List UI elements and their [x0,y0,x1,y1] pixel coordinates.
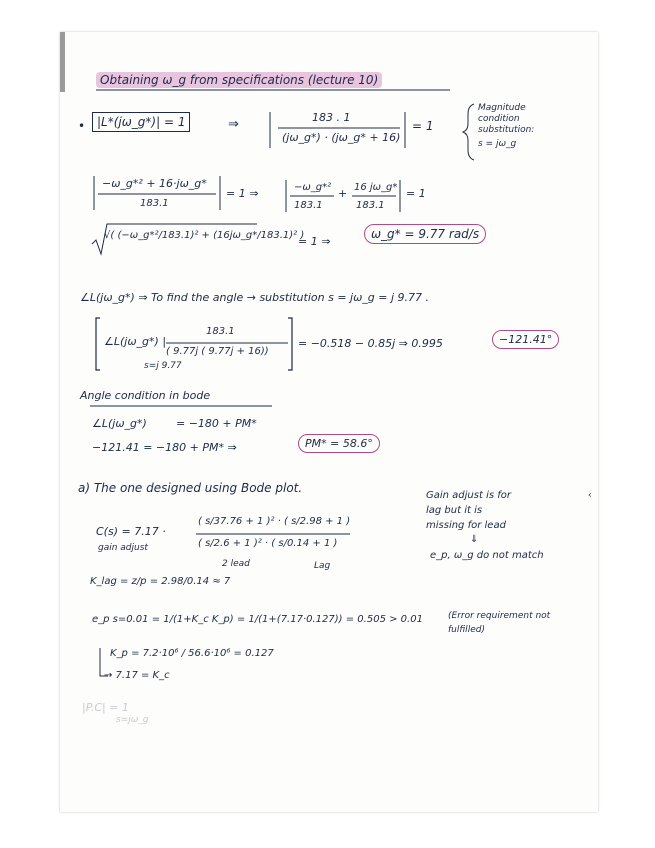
lead-label: 2 lead [222,559,250,569]
step2-a-num: −ω_g*² [294,182,332,193]
gain-adjust-note: gain adjust [98,543,148,553]
angle-rhs: = −0.518 − 0.85j ⇒ 0.995 [298,337,443,350]
angle-denominator: ( 9.77j ( 9.77j + 16)) [166,346,269,357]
angle-cond-rhs: = −180 + PM* [176,417,257,430]
kc-value: → 7.17 = K_c [104,670,170,681]
angle-cond-heading: Angle condition in bode [80,389,211,402]
part-a-heading: a) The one designed using Bode plot. [78,481,303,495]
step2-plus: + [338,187,348,200]
step2-a-den: 183.1 [294,200,323,211]
step2-b-den: 183.1 [356,200,385,211]
angle-result: −121.41° [492,330,559,349]
angle-lhs: ∠L(jω_g*) | [104,335,167,348]
side-note-2: lag but it is [426,505,483,516]
magnitude-numerator: 183 . 1 [312,111,351,124]
magnitude-lhs: |L*(jω_g*)| = 1 [92,112,190,132]
magnitude-denominator: (jω_g*) · (jω_g* + 16) [282,131,401,144]
step2-rhs2: = 1 [406,187,426,200]
kp-value: K_p = 7.2·10⁶ / 56.6·10⁶ = 0.127 [110,648,274,659]
steady-state-error: e_p s=0.01 = 1/(1+K_c K_p) = 1/(1+(7.17·0.127)) = 0.505 > 0.01 [92,614,423,625]
error-note-1: (Error requirement not [448,611,551,621]
magnitude-rhs: = 1 [412,119,434,133]
bullet-dot: • [78,119,86,133]
angle-cond-lhs: ∠L(jω_g*) [92,417,147,430]
step2-b-num: 16 jω_g* [354,182,398,193]
wg-result: ω_g* = 9.77 rad/s [364,224,486,244]
magnitude-arrow: ⇒ [228,117,239,132]
side-note-1: Gain adjust is for [426,490,511,501]
notes-brace [463,104,474,160]
angle-numerator: 183.1 [206,326,235,337]
note-condition: condition [478,114,520,124]
angle-bracket-left [96,318,100,370]
page-title: Obtaining ω_g from specifications (lecture 10) [96,72,382,88]
angle-sub: s=j 9.77 [144,361,182,371]
note-magnitude: Magnitude [478,103,526,113]
side-note-3: missing for lead [426,520,506,531]
angle-cond-line2: −121.41 = −180 + PM* ⇒ [92,441,237,454]
step2-rhs: = 1 ⇒ [226,187,259,200]
step2-denominator: 183.1 [140,198,169,209]
side-note-arrow: ⇓ [470,534,479,545]
faint-note: |P.C| = 1 [82,701,129,714]
lag-label: Lag [314,561,331,571]
k-lag: K_lag = z/p = 2.98/0.14 ≈ 7 [90,576,231,587]
lead-factor: ( s/37.76 + 1 )² · ( s/2.98 + 1 ) [198,516,351,527]
step2-numerator: −ω_g*² + 16·jω_g* [102,177,207,190]
side-note-4: e_p, ω_g do not match [430,550,544,561]
angle-bullet: ∠L(jω_g*) ⇒ To find the angle → substitution s = jω_g = j 9.77 . [80,291,430,304]
note-s-eq: s = jω_g [478,139,517,149]
lag-factor: ( s/2.6 + 1 )² · ( s/0.14 + 1 ) [198,538,338,549]
note-substitution: substitution: [478,125,535,135]
margin-tick: ‹ [588,490,592,501]
step3-sqrt-expr: √( (−ω_g*²/183.1)² + (16jω_g*/183.1)² ) [104,230,305,241]
error-note-2: fulfilled) [448,625,485,635]
step3-rhs: = 1 ⇒ [298,235,331,248]
faint-note-sub: s=jω_g [116,715,149,725]
angle-bracket-right [288,318,292,370]
pm-result: PM* = 58.6° [298,434,380,453]
controller-lhs: C(s) = 7.17 · [96,525,166,538]
